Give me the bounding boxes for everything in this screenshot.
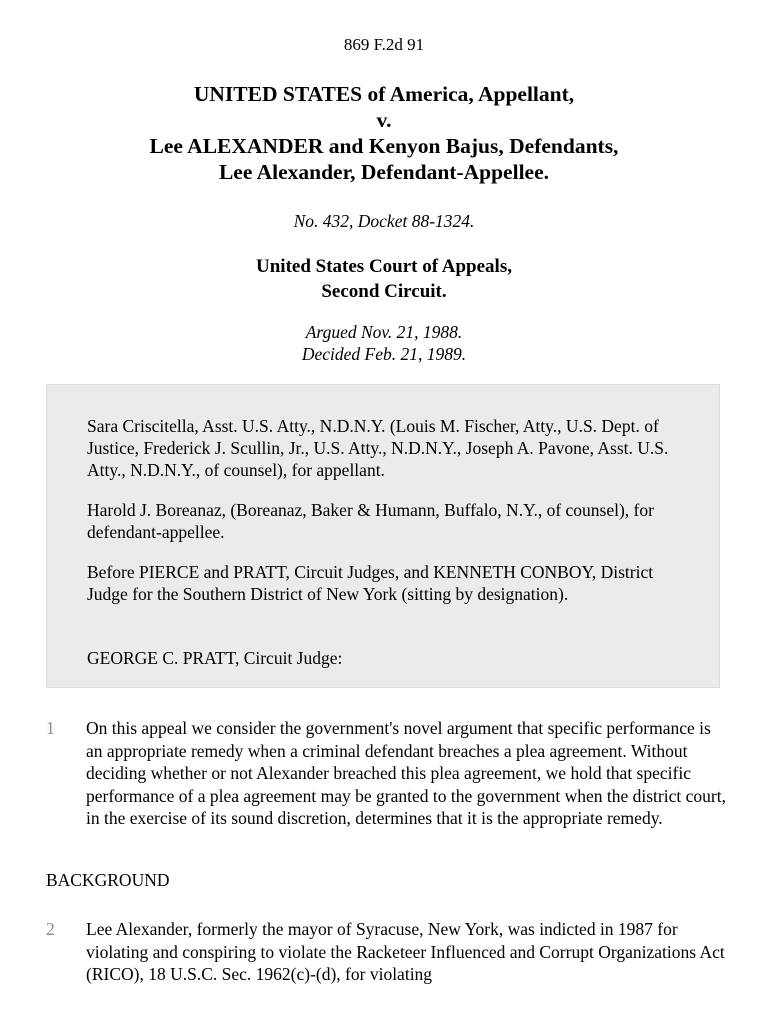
panel-judges: Before PIERCE and PRATT, Circuit Judges, and KENNETH CONBOY, District Judge for the Southern District of New York (sitting by designation).: [87, 562, 654, 604]
decided-date: Decided Feb. 21, 1989.: [301, 344, 467, 364]
paragraph-text: On this appeal we consider the government's novel argument that specific performance is an appropriate remedy when a criminal defendant breaches a plea agreement. Without deciding whether or not Alexander breached this plea agreement, we hold that specific performance of a plea agreement may be granted to the government when the district court, in the exercise of its sound discretion, determines that it is the appropriate remedy.: [86, 718, 726, 828]
paragraph-number: 1: [46, 718, 55, 738]
caption-versus: v.: [376, 108, 392, 132]
paragraph-number: 2: [46, 919, 55, 939]
case-caption: [0, 81, 768, 185]
opinion-author: GEORGE C. PRATT, Circuit Judge:: [87, 648, 343, 668]
section-heading: BACKGROUND: [46, 870, 170, 890]
paragraph-text: Lee Alexander, formerly the mayor of Syracuse, New York, was indicted in 1987 for violating and conspiring to violate the Racketeer Influenced and Corrupt Organizations Act (RICO), 18 U.S.C. Sec. 1962(c)-(d), for violating: [86, 919, 725, 984]
counsel-defendant: Harold J. Boreanaz, (Boreanaz, Baker & Humann, Buffalo, N.Y., of counsel), for defendant-appellee.: [87, 500, 654, 542]
caption-appellee: Lee Alexander, Defendant-Appellee.: [218, 160, 550, 184]
counsel-appellant: Sara Criscitella, Asst. U.S. Atty., N.D.N.Y. (Louis M. Fischer, Atty., U.S. Dept. of Justice, Frederick J. Scullin, Jr., U.S. Atty., N.D.N.Y., Joseph A. Pavone, Asst. U.S. Atty., N.D.N.Y., of counsel), for appellant.: [87, 416, 669, 480]
docket-number: No. 432, Docket 88-1324.: [293, 211, 475, 231]
case-dates: [0, 321, 768, 365]
caption-appellant: UNITED STATES of America, Appellant,: [193, 82, 575, 106]
court-name: [0, 254, 768, 304]
court-name-line-2: Second Circuit.: [321, 281, 447, 302]
argued-date: Argued Nov. 21, 1988.: [305, 322, 463, 342]
citation: 869 F.2d 91: [343, 35, 425, 54]
court-name-line-1: United States Court of Appeals,: [256, 256, 512, 277]
counsel-box: [46, 384, 720, 688]
caption-defendants: Lee ALEXANDER and Kenyon Bajus, Defendants,: [149, 134, 619, 158]
